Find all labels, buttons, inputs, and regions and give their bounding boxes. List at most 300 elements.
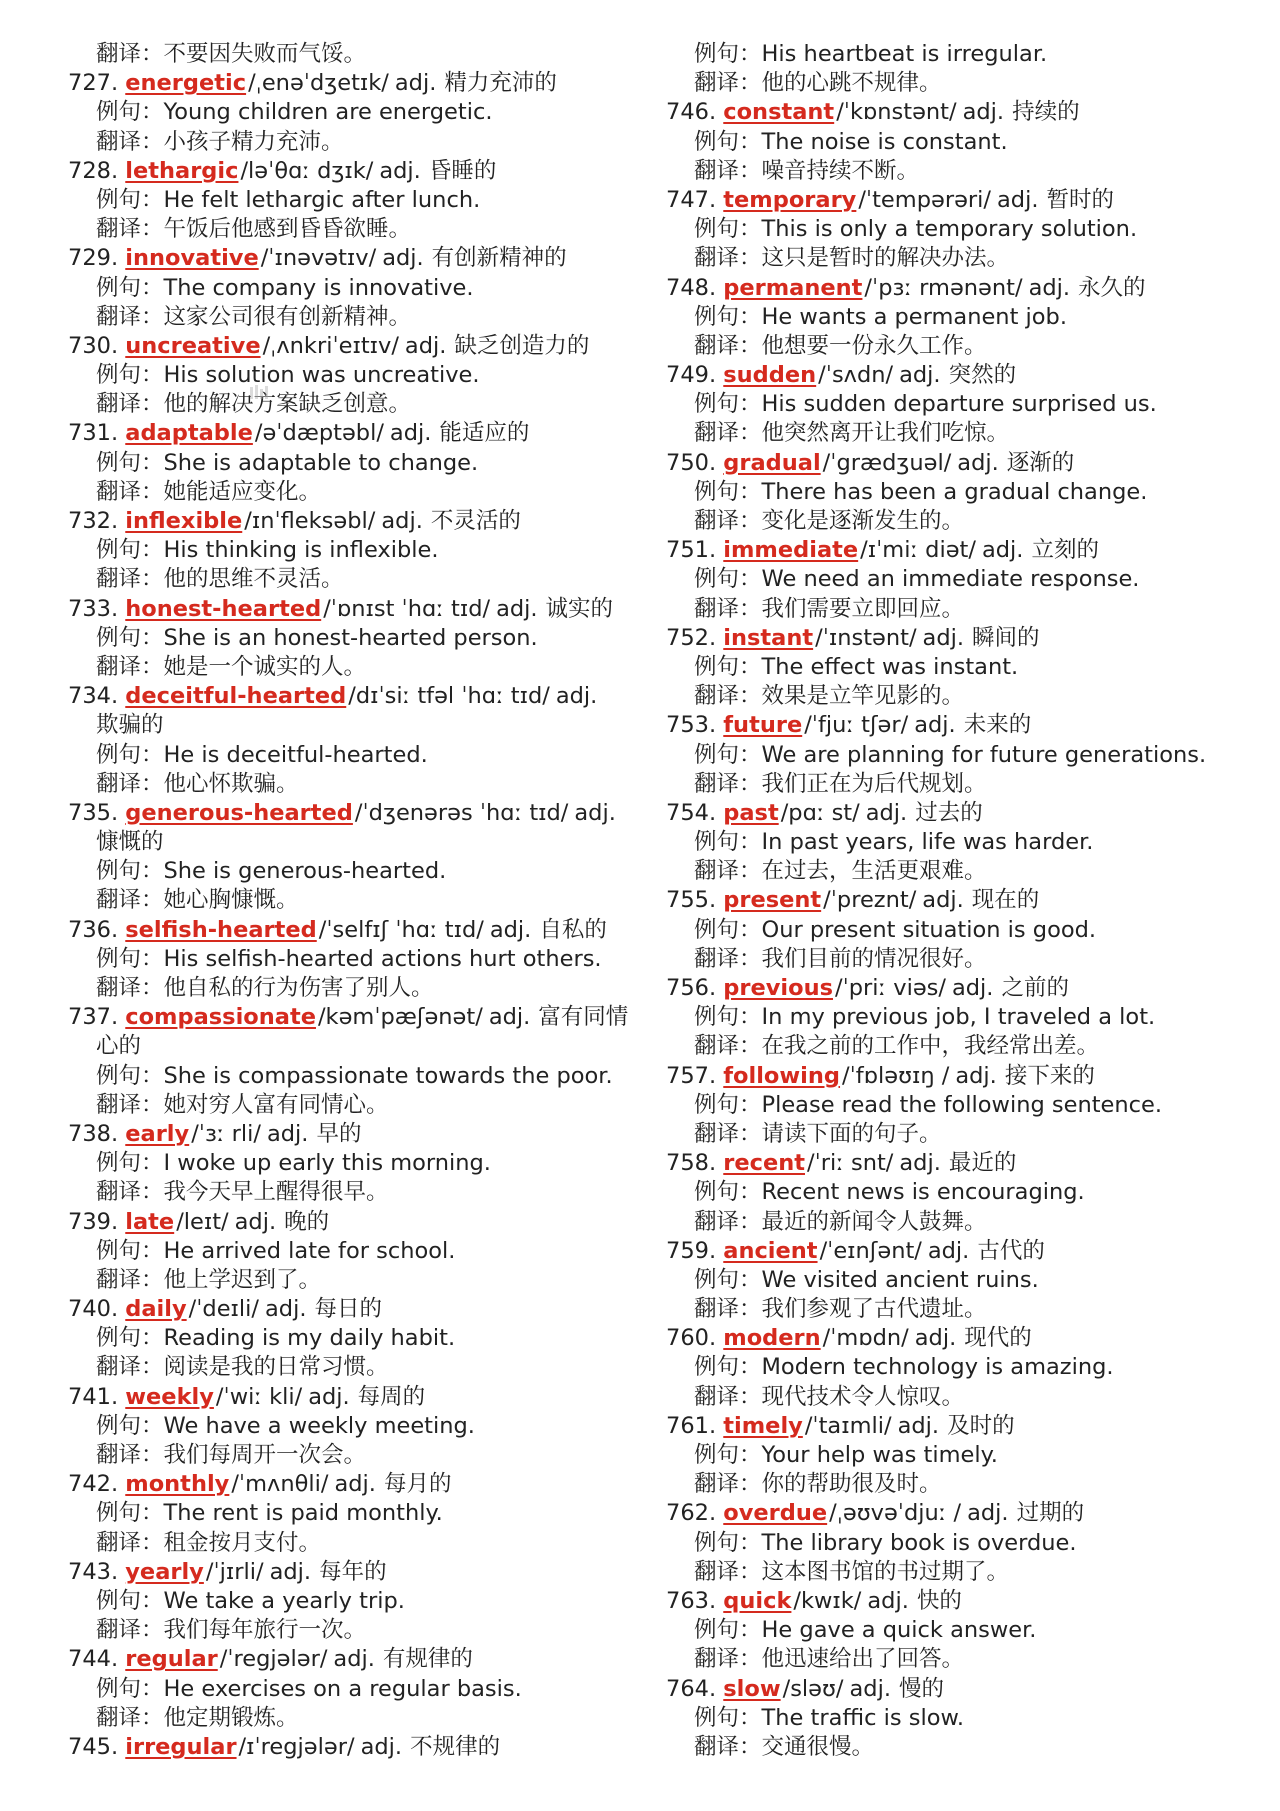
example-sentence: His solution was uncreative. <box>163 362 480 389</box>
translation-text: 交通很慢。 <box>761 1733 875 1760</box>
translation-text: 她是一个诚实的人。 <box>163 653 367 680</box>
entry-number: 761. <box>666 1412 717 1439</box>
headword: ancient <box>723 1237 818 1264</box>
phonetic: /ˈkɒnstənt/ <box>836 99 957 126</box>
entry-heading <box>666 536 1226 565</box>
entry-heading <box>68 244 666 273</box>
entry-heading <box>666 449 1226 478</box>
part-of-speech: adj. <box>967 1500 1009 1527</box>
meaning-continuation: 慷慨的 <box>96 829 164 856</box>
entry-number: 736. <box>68 916 119 943</box>
example-line <box>68 1587 666 1616</box>
phonetic: /ɪˈmiː diət/ <box>860 537 976 564</box>
example-sentence: She is adaptable to change. <box>163 449 479 476</box>
chinese-meaning: 不规律的 <box>410 1733 501 1760</box>
example-line <box>68 1062 666 1091</box>
entry-heading <box>666 1062 1226 1091</box>
entry-heading <box>68 157 666 186</box>
entry-number: 753. <box>666 712 717 739</box>
translation-line <box>666 1032 1226 1061</box>
chinese-meaning: 每年的 <box>319 1558 387 1585</box>
translation-label: 翻译： <box>96 478 164 505</box>
translation-label: 翻译： <box>694 420 762 447</box>
example-line <box>666 741 1226 770</box>
translation-label: 翻译： <box>96 41 164 67</box>
translation-text: 租金按月支付。 <box>163 1529 322 1556</box>
entry-number: 755. <box>666 887 717 914</box>
example-sentence: Young children are energetic. <box>163 99 493 126</box>
entry-heading <box>666 1587 1226 1616</box>
example-label: 例句： <box>96 1062 164 1089</box>
part-of-speech: adj. <box>865 799 908 826</box>
headword: instant <box>723 624 814 651</box>
part-of-speech: adj. <box>333 1646 375 1673</box>
entry-number: 727. <box>68 70 119 97</box>
translation-label: 翻译： <box>694 1296 762 1323</box>
phonetic: /ˈriː snt/ <box>807 1150 894 1177</box>
entry-heading <box>666 1149 1226 1178</box>
phonetic: /ˈdʒenərəs ˈhɑː tɪd/ <box>354 799 569 826</box>
chinese-meaning: 自私的 <box>539 916 607 943</box>
entry-heading <box>68 1003 666 1032</box>
translation-text: 请读下面的句子。 <box>761 1120 942 1147</box>
chinese-meaning: 诚实的 <box>545 595 614 622</box>
example-sentence: He gave a quick answer. <box>761 1617 1037 1644</box>
translation-label: 翻译： <box>694 770 762 797</box>
part-of-speech: adj. <box>927 1237 970 1264</box>
entry-number: 739. <box>68 1208 119 1235</box>
example-sentence: The effect was instant. <box>761 653 1019 680</box>
phonetic: /ˈwiː kli/ <box>215 1383 303 1410</box>
translation-line <box>666 945 1226 974</box>
part-of-speech: adj. <box>867 1587 909 1614</box>
headword: selfish-hearted <box>125 916 317 943</box>
example-label: 例句： <box>96 741 164 768</box>
entry-heading <box>666 974 1226 1003</box>
translation-text: 我们参观了古代遗址。 <box>761 1296 987 1323</box>
example-label: 例句： <box>694 1091 762 1118</box>
example-sentence: He felt lethargic after lunch. <box>163 186 481 213</box>
translation-text: 午饭后他感到昏昏欲睡。 <box>163 216 412 243</box>
phonetic: /leɪt/ <box>176 1208 229 1235</box>
translation-text: 我今天早上醒得很早。 <box>163 1179 389 1206</box>
chinese-meaning: 及时的 <box>947 1412 1015 1439</box>
headword: present <box>723 887 822 914</box>
phonetic: /ˈɒnɪst ˈhɑː tɪd/ <box>323 595 491 622</box>
entry-heading <box>68 1120 666 1149</box>
example-label: 例句： <box>694 829 762 856</box>
phonetic: /ˌenəˈdʒetɪk/ <box>248 70 389 97</box>
chinese-meaning: 古代的 <box>977 1237 1045 1264</box>
headword: past <box>723 799 779 826</box>
example-label: 例句： <box>694 1354 762 1381</box>
entry-number: 732. <box>68 508 119 534</box>
entry-number: 729. <box>68 245 119 272</box>
translation-line <box>666 595 1226 624</box>
part-of-speech: adj. <box>914 712 956 739</box>
phonetic: /ˈjɪrli/ <box>205 1558 264 1585</box>
example-line <box>666 1178 1226 1207</box>
translation-label: 翻译： <box>96 1704 164 1731</box>
example-sentence: She is an honest-hearted person. <box>163 624 538 651</box>
entry-number: 733. <box>68 595 119 622</box>
chinese-meaning: 不灵活的 <box>430 508 521 534</box>
translation-text: 他的心跳不规律。 <box>761 70 942 97</box>
part-of-speech: adj. <box>334 1471 376 1498</box>
entry-number: 754. <box>666 799 717 826</box>
part-of-speech: adj. <box>897 1412 940 1439</box>
entry-number: 746. <box>666 99 717 126</box>
example-label: 例句： <box>694 303 762 330</box>
translation-line <box>68 974 666 1003</box>
example-label: 例句： <box>694 478 762 505</box>
example-line <box>68 1237 666 1266</box>
example-line <box>68 1324 666 1353</box>
example-line <box>666 653 1226 682</box>
entry-heading <box>68 1470 666 1499</box>
phonetic: /ˈtempərəri/ <box>858 186 991 213</box>
translation-line <box>68 215 666 244</box>
translation-line <box>68 565 666 594</box>
headword: future <box>723 712 803 739</box>
translation-label: 翻译： <box>96 1529 164 1556</box>
example-line <box>666 565 1226 594</box>
example-sentence: Our present situation is good. <box>761 916 1097 943</box>
example-label: 例句： <box>694 1704 762 1731</box>
example-line <box>666 1266 1226 1295</box>
translation-line <box>68 40 666 69</box>
headword: innovative <box>125 245 259 272</box>
entry-heading <box>666 886 1226 915</box>
entry-heading <box>68 682 666 711</box>
example-label: 例句： <box>96 1500 164 1527</box>
headword: compassionate <box>125 1004 316 1031</box>
translation-text: 我们正在为后代规划。 <box>761 770 987 797</box>
headword: generous-hearted <box>125 799 353 826</box>
example-label: 例句： <box>96 186 164 213</box>
chinese-meaning: 有规律的 <box>382 1646 473 1673</box>
translation-line <box>666 244 1226 273</box>
chinese-meaning: 现代的 <box>964 1325 1032 1352</box>
translation-text: 她心胸慷慨。 <box>163 887 299 914</box>
translation-line <box>666 1733 1226 1762</box>
example-sentence: He exercises on a regular basis. <box>163 1675 522 1702</box>
entry-heading <box>666 1675 1226 1704</box>
translation-label: 翻译： <box>96 1617 164 1644</box>
chinese-meaning: 未来的 <box>963 712 1032 739</box>
translation-line <box>666 1470 1226 1499</box>
phonetic: /ˈpreznt/ <box>823 887 917 914</box>
translation-label: 翻译： <box>694 332 762 359</box>
example-sentence: Your help was timely. <box>761 1442 998 1468</box>
translation-label: 翻译： <box>694 1733 762 1760</box>
translation-line <box>666 69 1226 98</box>
chinese-meaning: 现在的 <box>971 887 1040 914</box>
example-line <box>68 624 666 653</box>
example-line <box>68 186 666 215</box>
example-label: 例句： <box>694 391 762 418</box>
entry-number: 756. <box>666 975 717 1001</box>
entry-heading <box>666 1324 1226 1353</box>
watermark-icon <box>248 384 270 402</box>
entry-heading <box>68 507 666 536</box>
entry-heading <box>68 1558 666 1587</box>
translation-label: 翻译： <box>694 70 762 97</box>
example-line <box>68 274 666 303</box>
example-label: 例句： <box>96 537 164 564</box>
translation-text: 我们每年旅行一次。 <box>163 1617 367 1644</box>
headword: immediate <box>723 537 859 564</box>
entry-number: 731. <box>68 420 119 447</box>
translation-line <box>666 1208 1226 1237</box>
part-of-speech: adj. <box>962 99 1005 126</box>
example-sentence: Recent news is encouraging. <box>761 1179 1085 1206</box>
example-sentence: He wants a permanent job. <box>761 303 1067 330</box>
headword: daily <box>125 1296 187 1323</box>
example-line <box>68 1149 666 1178</box>
example-line <box>68 361 666 390</box>
example-sentence: The noise is constant. <box>761 128 1008 155</box>
example-label: 例句： <box>694 916 762 943</box>
translation-line <box>68 1353 666 1382</box>
translation-line <box>68 1091 666 1120</box>
example-line <box>666 1091 1226 1120</box>
chinese-meaning: 早的 <box>316 1120 362 1147</box>
entry-number: 734. <box>68 683 119 710</box>
translation-line <box>68 886 666 915</box>
entry-heading <box>68 1645 666 1674</box>
example-label: 例句： <box>694 128 762 155</box>
entry-heading <box>666 361 1226 390</box>
translation-label: 翻译： <box>96 1179 164 1206</box>
part-of-speech: adj. <box>308 1383 350 1410</box>
entry-number: 741. <box>68 1383 119 1410</box>
chinese-meaning: 昏睡的 <box>428 157 497 184</box>
part-of-speech: adj. <box>404 332 447 359</box>
translation-line <box>666 1295 1226 1324</box>
translation-label: 翻译： <box>694 1558 762 1585</box>
example-label: 例句： <box>96 945 164 972</box>
phonetic: /ˈselfɪʃ ˈhɑː tɪd/ <box>318 916 484 943</box>
headword: previous <box>723 975 833 1001</box>
translation-line <box>68 1266 666 1295</box>
entry-number: 740. <box>68 1296 119 1323</box>
translation-text: 小孩子精力充沛。 <box>163 128 344 155</box>
example-sentence: We are planning for future generations. <box>761 741 1207 768</box>
example-line <box>68 945 666 974</box>
example-line <box>666 390 1226 419</box>
chinese-meaning: 过去的 <box>915 799 983 826</box>
translation-label: 翻译： <box>694 945 762 972</box>
translation-text: 他自私的行为伤害了别人。 <box>163 975 434 1001</box>
translation-line <box>68 1178 666 1207</box>
part-of-speech: adj. <box>555 683 598 710</box>
translation-text: 在过去，生活更艰难。 <box>761 858 987 885</box>
translation-label: 翻译： <box>694 595 762 622</box>
chinese-meaning: 永久的 <box>1078 274 1146 301</box>
part-of-speech: adj. <box>360 1733 403 1760</box>
headword: temporary <box>723 186 857 213</box>
phonetic: /ˈregjələr/ <box>219 1646 328 1673</box>
example-line <box>68 741 666 770</box>
entry-number: 744. <box>68 1646 119 1673</box>
part-of-speech: adj. <box>382 245 424 272</box>
translation-text: 效果是立竿见影的。 <box>761 683 965 710</box>
part-of-speech: adj. <box>394 70 437 97</box>
part-of-speech: adj. <box>922 624 965 651</box>
example-line <box>666 1704 1226 1733</box>
translation-line <box>666 1558 1226 1587</box>
example-line <box>666 916 1226 945</box>
headword: regular <box>125 1646 218 1673</box>
phonetic: /ˈfɒləʊɪŋ / <box>842 1062 950 1089</box>
example-sentence: His thinking is inflexible. <box>163 537 439 564</box>
example-label: 例句： <box>96 99 164 126</box>
translation-label: 翻译： <box>694 157 762 184</box>
translation-text: 你的帮助很及时。 <box>761 1471 942 1498</box>
translation-label: 翻译： <box>694 1471 762 1498</box>
headword: inflexible <box>125 508 243 534</box>
translation-text: 他想要一份永久工作。 <box>761 332 987 359</box>
translation-label: 翻译： <box>96 303 164 330</box>
translation-text: 我们每周开一次会。 <box>163 1442 367 1468</box>
entry-heading <box>68 1733 666 1762</box>
example-sentence: She is generous-hearted. <box>163 858 447 885</box>
example-line <box>666 128 1226 157</box>
left-column <box>68 40 666 1811</box>
translation-label: 翻译： <box>96 975 164 1001</box>
part-of-speech: adj. <box>496 595 538 622</box>
translation-text: 我们需要立即回应。 <box>761 595 965 622</box>
translation-label: 翻译： <box>96 216 164 243</box>
chinese-meaning: 晚的 <box>284 1208 330 1235</box>
entry-heading <box>666 799 1226 828</box>
headword: weekly <box>125 1383 214 1410</box>
entry-heading <box>68 1295 666 1324</box>
part-of-speech: adj. <box>997 186 1039 213</box>
entry-number: 748. <box>666 274 717 301</box>
example-label: 例句： <box>96 1237 164 1264</box>
example-label: 例句： <box>694 1617 762 1644</box>
example-line <box>68 98 666 127</box>
headword: irregular <box>125 1733 237 1760</box>
headword: timely <box>723 1412 803 1439</box>
right-column <box>666 40 1226 1811</box>
entry-number: 742. <box>68 1471 119 1498</box>
example-line <box>666 1353 1226 1382</box>
headword: constant <box>723 99 835 126</box>
headword: following <box>723 1062 841 1089</box>
example-sentence: The library book is overdue. <box>761 1529 1077 1556</box>
phonetic: /ˈpɜː rmənənt/ <box>864 274 1023 301</box>
phonetic: /ˈpriː viəs/ <box>834 975 946 1001</box>
phonetic: /dɪˈsiː tfəl ˈhɑː tɪd/ <box>348 683 550 710</box>
phonetic: /ˈgrædʒuəl/ <box>822 449 952 476</box>
headword: deceitful-hearted <box>125 683 347 710</box>
part-of-speech: adj. <box>379 157 421 184</box>
example-sentence: The company is innovative. <box>163 274 474 301</box>
phonetic: /ˈɜː rli/ <box>191 1120 261 1147</box>
translation-text: 噪音持续不断。 <box>761 157 920 184</box>
translation-line <box>666 332 1226 361</box>
translation-text: 我们目前的情况很好。 <box>761 945 987 972</box>
meaning-continuation: 心的 <box>96 1033 142 1060</box>
chinese-meaning: 每月的 <box>383 1471 452 1498</box>
example-label: 例句： <box>96 1325 164 1352</box>
chinese-meaning: 持续的 <box>1012 99 1080 126</box>
entry-number: 751. <box>666 537 717 564</box>
phonetic: /ˈsʌdn/ <box>818 362 894 389</box>
example-line <box>68 1412 666 1441</box>
example-label: 例句： <box>96 1587 164 1614</box>
translation-text: 他的解决方案缺乏创意。 <box>163 391 412 418</box>
translation-line <box>666 682 1226 711</box>
headword: energetic <box>125 70 247 97</box>
translation-label: 翻译： <box>96 1091 164 1118</box>
chinese-meaning: 每日的 <box>314 1296 382 1323</box>
phonetic: /ɪnˈfleksəbl/ <box>244 508 376 534</box>
chinese-meaning: 有创新精神的 <box>431 245 567 272</box>
translation-line <box>666 857 1226 886</box>
headword: late <box>125 1208 175 1235</box>
translation-label: 翻译： <box>694 1646 762 1673</box>
translation-label: 翻译： <box>96 566 164 593</box>
chinese-meaning: 最近的 <box>948 1150 1017 1177</box>
translation-text: 这家公司很有创新精神。 <box>163 303 412 330</box>
part-of-speech: adj. <box>922 887 964 914</box>
entry-number: 764. <box>666 1675 717 1702</box>
entry-number: 735. <box>68 799 119 826</box>
chinese-meaning: 暂时的 <box>1046 186 1114 213</box>
entry-heading <box>68 595 666 624</box>
headword: early <box>125 1120 190 1147</box>
example-line <box>68 1499 666 1528</box>
example-line <box>666 303 1226 332</box>
translation-line <box>68 1704 666 1733</box>
example-line <box>68 536 666 565</box>
part-of-speech: adj. <box>899 362 941 389</box>
example-label: 例句： <box>694 741 762 768</box>
translation-text: 她对穷人富有同情心。 <box>163 1091 389 1118</box>
translation-line <box>666 1120 1226 1149</box>
example-sentence: Reading is my daily habit. <box>163 1325 456 1352</box>
translation-line <box>68 1441 666 1470</box>
headword: sudden <box>723 362 817 389</box>
phonetic: /kwɪk/ <box>793 1587 862 1614</box>
headword: gradual <box>723 449 821 476</box>
example-line <box>666 215 1226 244</box>
phonetic: /ˌəʊvəˈdjuː / <box>829 1500 962 1527</box>
translation-label: 翻译： <box>96 1354 164 1381</box>
example-sentence: In past years, life was harder. <box>761 829 1094 856</box>
example-label: 例句： <box>96 449 164 476</box>
translation-text: 他突然离开让我们吃惊。 <box>761 420 1010 447</box>
example-line <box>68 449 666 478</box>
entry-heading <box>68 799 666 828</box>
headword: lethargic <box>125 157 239 184</box>
translation-line <box>666 1383 1226 1412</box>
entry-heading <box>666 186 1226 215</box>
chinese-meaning: 精力充沛的 <box>444 70 557 97</box>
phonetic: /sləʊ/ <box>782 1675 844 1702</box>
part-of-speech: adj. <box>914 1325 957 1352</box>
example-sentence: He is deceitful-hearted. <box>163 741 428 768</box>
translation-line <box>68 770 666 799</box>
example-sentence: We need an immediate response. <box>761 566 1140 593</box>
entry-heading <box>666 274 1226 303</box>
translation-text: 最近的新闻令人鼓舞。 <box>761 1208 987 1235</box>
example-sentence: In my previous job, I traveled a lot. <box>761 1004 1156 1031</box>
